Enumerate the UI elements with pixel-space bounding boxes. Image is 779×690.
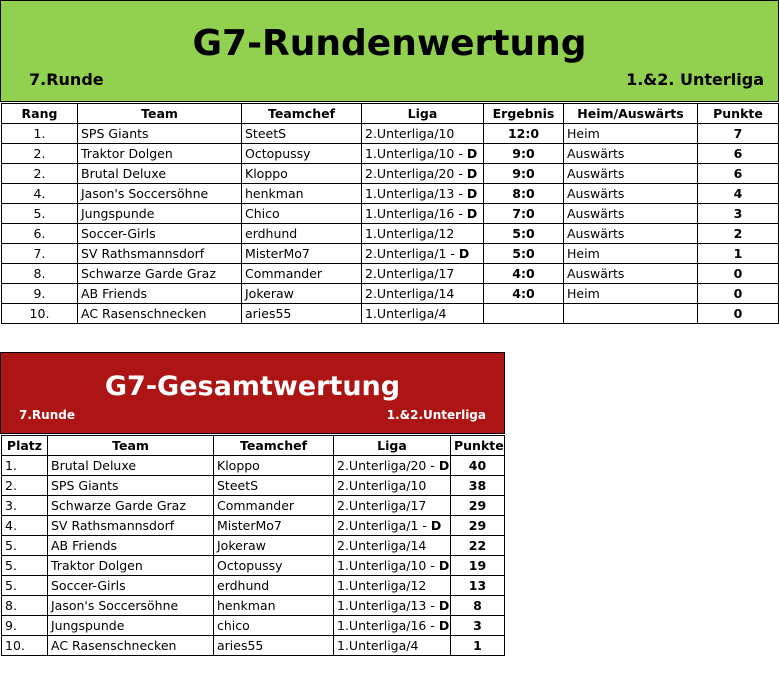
home-away-cell: Heim xyxy=(564,284,698,304)
table-row xyxy=(2,516,505,536)
team-cell: Brutal Deluxe xyxy=(48,456,214,476)
teamchef-cell: Commander xyxy=(214,496,334,516)
liga-cell xyxy=(362,244,484,264)
table-row xyxy=(2,576,505,596)
header-team: Team xyxy=(78,104,242,124)
teamchef-cell: Jokeraw xyxy=(242,284,362,304)
team-cell: AC Rasenschnecken xyxy=(78,304,242,324)
liga-text: 2.Unterliga/20 - xyxy=(365,166,467,181)
liga-text: 1.Unterliga/10 - xyxy=(365,146,467,161)
gesamtwertung-table xyxy=(1,435,505,656)
liga-cell xyxy=(334,616,451,636)
header-teamchef: Teamchef xyxy=(214,436,334,456)
liga-cell xyxy=(334,636,451,656)
liga-text: 2.Unterliga/10 xyxy=(365,126,455,141)
table-row xyxy=(2,224,779,244)
team-cell: SPS Giants xyxy=(78,124,242,144)
gesamtwertung-title: G7-Gesamtwertung xyxy=(104,371,401,402)
points-cell: 6 xyxy=(698,144,779,164)
table-row xyxy=(2,456,505,476)
place-cell: 9. xyxy=(2,616,48,636)
liga-cell xyxy=(334,556,451,576)
place-cell: 5. xyxy=(2,556,48,576)
team-cell: Jason's Soccersöhne xyxy=(78,184,242,204)
home-away-cell xyxy=(564,304,698,324)
rank-cell: 2. xyxy=(2,144,78,164)
header-liga: Liga xyxy=(334,436,451,456)
division-marker: D xyxy=(466,146,478,161)
liga-cell xyxy=(362,204,484,224)
result-cell: 9:0 xyxy=(484,144,564,164)
rank-cell: 1. xyxy=(2,124,78,144)
rank-cell: 5. xyxy=(2,204,78,224)
liga-cell xyxy=(362,184,484,204)
liga-cell xyxy=(334,496,451,516)
home-away-cell: Auswärts xyxy=(564,164,698,184)
rundenwertung-banner xyxy=(0,0,779,102)
liga-text: 1.Unterliga/4 xyxy=(337,638,419,653)
division-marker: D xyxy=(466,186,478,201)
team-cell: SPS Giants xyxy=(48,476,214,496)
points-cell: 6 xyxy=(698,164,779,184)
liga-text: 1.Unterliga/12 xyxy=(365,226,455,241)
teamchef-cell: Chico xyxy=(242,204,362,224)
rank-cell: 9. xyxy=(2,284,78,304)
liga-text: 1.Unterliga/16 - xyxy=(337,618,439,633)
rank-cell: 7. xyxy=(2,244,78,264)
liga-text: 1.Unterliga/10 - xyxy=(337,558,439,573)
place-cell: 3. xyxy=(2,496,48,516)
points-cell: 3 xyxy=(451,616,505,636)
gesamtwertung-header-row xyxy=(2,436,505,456)
rundenwertung-title: G7-Rundenwertung xyxy=(192,23,587,64)
team-cell: Soccer-Girls xyxy=(78,224,242,244)
result-cell: 5:0 xyxy=(484,244,564,264)
table-row xyxy=(2,496,505,516)
liga-text: 1.Unterliga/13 - xyxy=(365,186,467,201)
teamchef-cell: Kloppo xyxy=(214,456,334,476)
header-team: Team xyxy=(48,436,214,456)
teamchef-cell: MisterMo7 xyxy=(242,244,362,264)
place-cell: 4. xyxy=(2,516,48,536)
team-cell: Jason's Soccersöhne xyxy=(48,596,214,616)
header-rang: Rang xyxy=(2,104,78,124)
teamchef-cell: erdhund xyxy=(242,224,362,244)
table-row xyxy=(2,264,779,284)
table-row xyxy=(2,596,505,616)
points-cell: 29 xyxy=(451,516,505,536)
division-marker: D xyxy=(458,246,470,261)
table-row xyxy=(2,476,505,496)
division-marker: D xyxy=(466,206,478,221)
liga-cell xyxy=(334,576,451,596)
gesamtwertung-league-label: 1.&2.Unterliga xyxy=(386,408,486,422)
teamchef-cell: Octopussy xyxy=(214,556,334,576)
points-cell: 29 xyxy=(451,496,505,516)
points-cell: 2 xyxy=(698,224,779,244)
home-away-cell: Auswärts xyxy=(564,184,698,204)
header-teamchef: Teamchef xyxy=(242,104,362,124)
table-row xyxy=(2,144,779,164)
division-marker: D xyxy=(438,598,450,613)
team-cell: Schwarze Garde Graz xyxy=(78,264,242,284)
team-cell: Jungspunde xyxy=(78,204,242,224)
team-cell: SV Rathsmannsdorf xyxy=(78,244,242,264)
rank-cell: 8. xyxy=(2,264,78,284)
teamchef-cell: SteetS xyxy=(242,124,362,144)
liga-cell xyxy=(362,224,484,244)
header-liga: Liga xyxy=(362,104,484,124)
gesamtwertung-banner xyxy=(0,352,505,434)
points-cell: 22 xyxy=(451,536,505,556)
points-cell: 0 xyxy=(698,284,779,304)
points-cell: 3 xyxy=(698,204,779,224)
team-cell: AB Friends xyxy=(78,284,242,304)
table-row xyxy=(2,636,505,656)
team-cell: Traktor Dolgen xyxy=(78,144,242,164)
place-cell: 5. xyxy=(2,536,48,556)
home-away-cell: Heim xyxy=(564,244,698,264)
team-cell: Traktor Dolgen xyxy=(48,556,214,576)
liga-cell xyxy=(362,284,484,304)
liga-cell xyxy=(334,536,451,556)
header-heim-auswaerts: Heim/Auswärts xyxy=(564,104,698,124)
teamchef-cell: Commander xyxy=(242,264,362,284)
teamchef-cell: Jokeraw xyxy=(214,536,334,556)
liga-cell xyxy=(362,144,484,164)
liga-cell xyxy=(362,264,484,284)
team-cell: AC Rasenschnecken xyxy=(48,636,214,656)
teamchef-cell: aries55 xyxy=(242,304,362,324)
table-row xyxy=(2,304,779,324)
teamchef-cell: chico xyxy=(214,616,334,636)
liga-text: 1.Unterliga/12 xyxy=(337,578,427,593)
result-cell xyxy=(484,304,564,324)
home-away-cell: Auswärts xyxy=(564,144,698,164)
result-cell: 7:0 xyxy=(484,204,564,224)
rank-cell: 2. xyxy=(2,164,78,184)
liga-cell xyxy=(362,124,484,144)
table-row xyxy=(2,124,779,144)
points-cell: 0 xyxy=(698,264,779,284)
division-marker: D xyxy=(430,518,442,533)
rank-cell: 6. xyxy=(2,224,78,244)
division-marker: D xyxy=(438,558,450,573)
liga-text: 2.Unterliga/1 - xyxy=(365,246,459,261)
rundenwertung-round-label: 7.Runde xyxy=(29,70,104,89)
rundenwertung-table xyxy=(1,103,779,324)
place-cell: 1. xyxy=(2,456,48,476)
team-cell: Jungspunde xyxy=(48,616,214,636)
place-cell: 5. xyxy=(2,576,48,596)
points-cell: 1 xyxy=(698,244,779,264)
rundenwertung-league-label: 1.&2. Unterliga xyxy=(626,70,764,89)
liga-cell xyxy=(334,516,451,536)
table-row xyxy=(2,164,779,184)
table-row xyxy=(2,204,779,224)
points-cell: 38 xyxy=(451,476,505,496)
liga-text: 2.Unterliga/1 - xyxy=(337,518,431,533)
header-punkte: Punkte xyxy=(451,436,505,456)
liga-text: 2.Unterliga/10 xyxy=(337,478,427,493)
home-away-cell: Auswärts xyxy=(564,204,698,224)
liga-text: 2.Unterliga/17 xyxy=(337,498,427,513)
division-marker: D xyxy=(438,618,450,633)
points-cell: 1 xyxy=(451,636,505,656)
table-row xyxy=(2,616,505,636)
header-punkte: Punkte xyxy=(698,104,779,124)
team-cell: Brutal Deluxe xyxy=(78,164,242,184)
liga-cell xyxy=(362,304,484,324)
liga-cell xyxy=(334,456,451,476)
home-away-cell: Auswärts xyxy=(564,264,698,284)
result-cell: 4:0 xyxy=(484,264,564,284)
rank-cell: 4. xyxy=(2,184,78,204)
table-row xyxy=(2,536,505,556)
liga-text: 2.Unterliga/17 xyxy=(365,266,455,281)
team-cell: SV Rathsmannsdorf xyxy=(48,516,214,536)
points-cell: 8 xyxy=(451,596,505,616)
rundenwertung-header-row xyxy=(2,104,779,124)
division-marker: D xyxy=(438,458,450,473)
liga-text: 1.Unterliga/13 - xyxy=(337,598,439,613)
points-cell: 19 xyxy=(451,556,505,576)
place-cell: 8. xyxy=(2,596,48,616)
teamchef-cell: Kloppo xyxy=(242,164,362,184)
teamchef-cell: SteetS xyxy=(214,476,334,496)
liga-cell xyxy=(334,596,451,616)
liga-text: 2.Unterliga/14 xyxy=(365,286,455,301)
gesamtwertung-round-label: 7.Runde xyxy=(19,408,75,422)
points-cell: 40 xyxy=(451,456,505,476)
points-cell: 4 xyxy=(698,184,779,204)
division-marker: D xyxy=(466,166,478,181)
team-cell: AB Friends xyxy=(48,536,214,556)
liga-text: 2.Unterliga/14 xyxy=(337,538,427,553)
table-row xyxy=(2,284,779,304)
result-cell: 5:0 xyxy=(484,224,564,244)
rank-cell: 10. xyxy=(2,304,78,324)
liga-cell xyxy=(362,164,484,184)
teamchef-cell: henkman xyxy=(242,184,362,204)
liga-text: 1.Unterliga/4 xyxy=(365,306,447,321)
teamchef-cell: Octopussy xyxy=(242,144,362,164)
table-row xyxy=(2,556,505,576)
team-cell: Soccer-Girls xyxy=(48,576,214,596)
teamchef-cell: henkman xyxy=(214,596,334,616)
result-cell: 12:0 xyxy=(484,124,564,144)
place-cell: 10. xyxy=(2,636,48,656)
table-row xyxy=(2,184,779,204)
home-away-cell: Auswärts xyxy=(564,224,698,244)
teamchef-cell: erdhund xyxy=(214,576,334,596)
header-ergebnis: Ergebnis xyxy=(484,104,564,124)
result-cell: 9:0 xyxy=(484,164,564,184)
teamchef-cell: aries55 xyxy=(214,636,334,656)
teamchef-cell: MisterMo7 xyxy=(214,516,334,536)
liga-text: 2.Unterliga/20 - xyxy=(337,458,439,473)
header-platz: Platz xyxy=(2,436,48,456)
points-cell: 0 xyxy=(698,304,779,324)
team-cell: Schwarze Garde Graz xyxy=(48,496,214,516)
home-away-cell: Heim xyxy=(564,124,698,144)
place-cell: 2. xyxy=(2,476,48,496)
liga-cell xyxy=(334,476,451,496)
table-row xyxy=(2,244,779,264)
result-cell: 4:0 xyxy=(484,284,564,304)
liga-text: 1.Unterliga/16 - xyxy=(365,206,467,221)
points-cell: 13 xyxy=(451,576,505,596)
points-cell: 7 xyxy=(698,124,779,144)
result-cell: 8:0 xyxy=(484,184,564,204)
